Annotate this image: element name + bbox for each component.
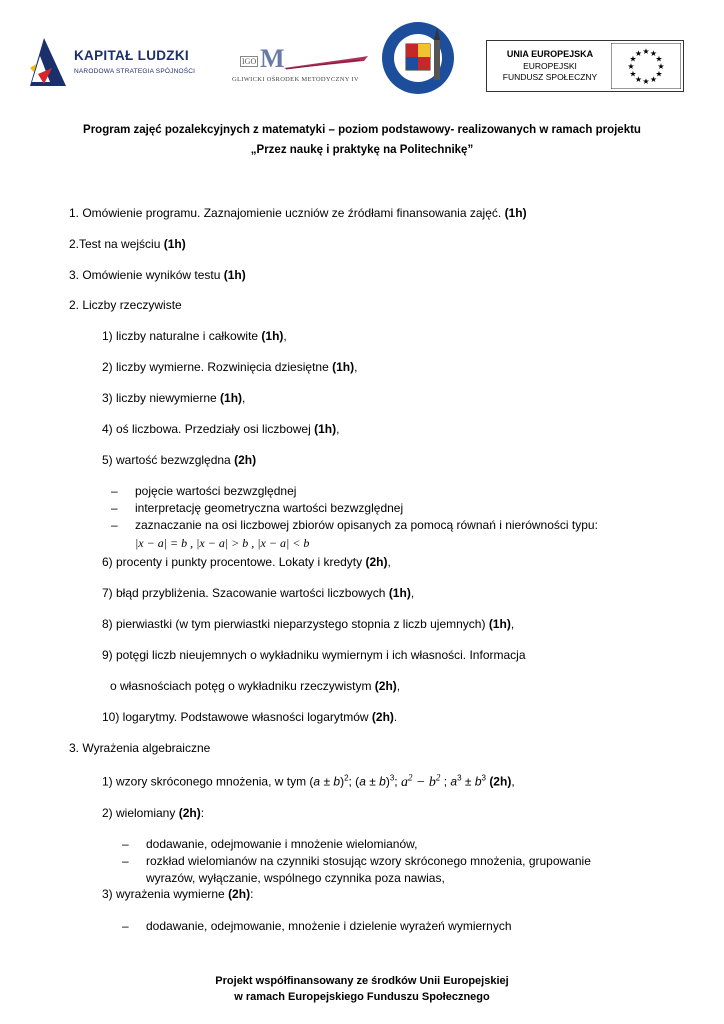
header-logos — [0, 0, 724, 110]
subitem-6: 6) procenty i punkty procentowe. Lokaty i kredyty (2h), — [102, 555, 391, 569]
item-3 — [69, 268, 246, 282]
item-4: 2. Liczby rzeczywiste — [69, 298, 182, 312]
eu-star-icon: ★ — [649, 75, 658, 84]
subitem-3-hours: (1h) — [220, 391, 243, 405]
math-expression: |x − a| = b , |x − a| > b , |x − a| < b — [135, 536, 310, 550]
algebra-item-2: 2) wielomiany (2h): — [102, 806, 205, 820]
item-3-text: 3. Omówienie wyników testu — [69, 268, 221, 282]
subitem-8: 8) pierwiastki (w tym pierwiastki nieparzystego stopnia z liczb ujemnych) (1h), — [102, 617, 515, 631]
subitem-9: 9) potęgi liczb nieujemnych o wykładniku wymiernym i ich własności. Informacja — [102, 648, 526, 662]
algebra-item-1-hours: (2h) — [489, 774, 512, 789]
algebra-bullet-2-continued: wyrazów, wyłączanie, wspólnego czynnika poza nawias, — [146, 871, 445, 885]
subitem-1: 1) liczby naturalne i całkowite (1h), — [102, 329, 287, 343]
algebra-item-3-text: 3) wyrażenia wymierne — [102, 887, 225, 901]
algebra-bullet-3: – dodawanie, odejmowanie, mnożenie i dzielenie wyrażeń wymiernych — [146, 919, 512, 933]
footer-line-2: w ramach Europejskiego Funduszu Społecznego — [234, 991, 490, 1003]
subitem-1-hours: (1h) — [261, 329, 284, 343]
algebra-item-3: 3) wyrażenia wymierne (2h): — [102, 887, 254, 901]
bullet-1: – pojęcie wartości bezwzględnej — [135, 484, 296, 498]
item-5: 3. Wyrażenia algebraiczne — [69, 741, 211, 755]
subitem-7-hours: (1h) — [388, 586, 411, 600]
subitem-2-hours: (1h) — [332, 360, 355, 374]
subitem-9-text: o własnościach potęg o wykładniku rzeczywistym — [110, 679, 372, 693]
document-title-line-2: „Przez naukę i praktykę na Politechnikę” — [250, 144, 474, 156]
kapital-ludzki-subtitle: NARODOWA STRATEGIA SPÓJNOŚCI — [74, 68, 196, 75]
eu-title: UNIA EUROPEJSKA — [506, 49, 594, 59]
subitem-5 — [102, 453, 256, 467]
document-title-line-1: Program zajęć pozalekcyjnych z matematyki – poziom podstawowy- realizowanych w ramach projektu — [83, 124, 641, 136]
eu-star-icon: ★ — [634, 75, 643, 84]
algebra-item-2-hours: (2h) — [178, 806, 201, 820]
subitem-4: 4) oś liczbowa. Przedziały osi liczbowej (1h), — [102, 422, 340, 436]
gom-subtitle: GLIWICKI OŚRODEK METODYCZNY IV — [232, 76, 359, 83]
bullet-3: – zaznaczanie na osi liczbowej zbiorów opisanych za pomocą równań i nierówności typu: — [135, 518, 598, 532]
subitem-4-hours: (1h) — [314, 422, 337, 436]
eu-star-icon: ★ — [649, 49, 658, 58]
algebra-item-1: 1) wzory skróconego mnożenia, w tym $(a \pm b)^2$; $(a \pm b)^3$; $a^2 - b^2$ ; $a^3 \pm b^3$ (2h), — [102, 772, 515, 790]
subitem-7-text: 7) błąd przybliżenia. Szacowanie wartości liczbowych — [102, 586, 386, 600]
eu-star-icon: ★ — [657, 62, 665, 71]
footer-line-1: Projekt współfinansowany ze środków Unii Europejskiej — [215, 975, 509, 987]
subitem-9-continued: o własnościach potęg o wykładniku rzeczywistym (2h), — [110, 679, 401, 693]
subitem-3-text: 3) liczby niewymierne — [102, 391, 217, 405]
item-1 — [69, 206, 527, 220]
eu-logo — [486, 40, 684, 92]
eu-star-icon: ★ — [629, 54, 637, 64]
algebra-item-1-text: 1) wzory skróconego mnożenia, w tym — [102, 774, 307, 789]
eu-star-icon: ★ — [655, 69, 663, 79]
item-3-hours: (1h) — [223, 268, 246, 282]
eu-star-icon: ★ — [655, 54, 663, 64]
subitem-2: 2) liczby wymierne. Rozwinięcia dziesiętne (1h), — [102, 360, 358, 374]
item-2-hours: (1h) — [163, 237, 186, 251]
algebra-bullet-2: – rozkład wielomianów na czynniki stosując wzory skróconego mnożenia, grupowanie — [146, 854, 591, 868]
pen-icon — [282, 54, 370, 70]
subitem-1-text: 1) liczby naturalne i całkowite — [102, 329, 259, 343]
item-1-text: 1. Omówienie programu. Zaznajomienie uczniów ze źródłami finansowania zajęć. — [69, 206, 502, 220]
gom-igo-text: IGO — [242, 57, 257, 66]
gom-logo — [232, 46, 372, 88]
algebra-item-2-text: 2) wielomiany — [102, 806, 176, 820]
eu-star-icon: ★ — [627, 62, 635, 71]
algebra-item-3-hours: (2h) — [228, 887, 251, 901]
eu-subtitle-1: EUROPEJSKI — [523, 61, 577, 71]
item-2 — [69, 237, 186, 251]
eu-star-icon: ★ — [629, 69, 637, 79]
subitem-6-hours: (2h) — [365, 555, 388, 569]
subitem-4-text: 4) oś liczbowa. Przedziały osi liczbowej — [102, 422, 311, 436]
subitem-7: 7) błąd przybliżenia. Szacowanie wartości liczbowych (1h), — [102, 586, 415, 600]
subitem-3: 3) liczby niewymierne (1h), — [102, 391, 246, 405]
kapital-ludzki-mark-icon — [30, 38, 66, 86]
gom-letter: M — [260, 44, 285, 73]
subitem-5-hours: (2h) — [234, 453, 257, 467]
subitem-2-text: 2) liczby wymierne. Rozwinięcia dziesiętne — [102, 360, 329, 374]
subitem-6-text: 6) procenty i punkty procentowe. Lokaty i kredyty — [102, 555, 363, 569]
subitem-10: 10) logarytmy. Podstawowe własności logarytmów (2h). — [102, 710, 398, 724]
eu-star-icon: ★ — [642, 47, 650, 56]
eu-star-icon: ★ — [642, 77, 650, 86]
algebra-bullet-1: – dodawanie, odejmowanie i mnożenie wielomianów, — [146, 837, 418, 851]
subitem-10-hours: (2h) — [371, 710, 394, 724]
eu-star-icon: ★ — [634, 49, 643, 58]
kapital-ludzki-title: KAPITAŁ LUDZKI — [74, 48, 189, 63]
kapital-ludzki-logo — [30, 36, 205, 88]
item-2-text: 2.Test na wejściu — [69, 237, 161, 251]
subitem-10-text: 10) logarytmy. Podstawowe własności logarytmów — [102, 710, 369, 724]
item-1-hours: (1h) — [504, 206, 527, 220]
subitem-8-text: 8) pierwiastki (w tym pierwiastki nieparzystego stopnia z liczb ujemnych) — [102, 617, 486, 631]
bullet-2: – interpretację geometryczna wartości bezwzględnej — [135, 501, 403, 515]
subitem-5-text: 5) wartość bezwzględna — [102, 453, 231, 467]
eu-subtitle-2: FUNDUSZ SPOŁECZNY — [502, 72, 598, 82]
subitem-8-hours: (1h) — [488, 617, 511, 631]
subitem-9-hours: (2h) — [374, 679, 397, 693]
city-seal-icon — [380, 20, 456, 96]
eu-flag-icon — [611, 43, 681, 89]
